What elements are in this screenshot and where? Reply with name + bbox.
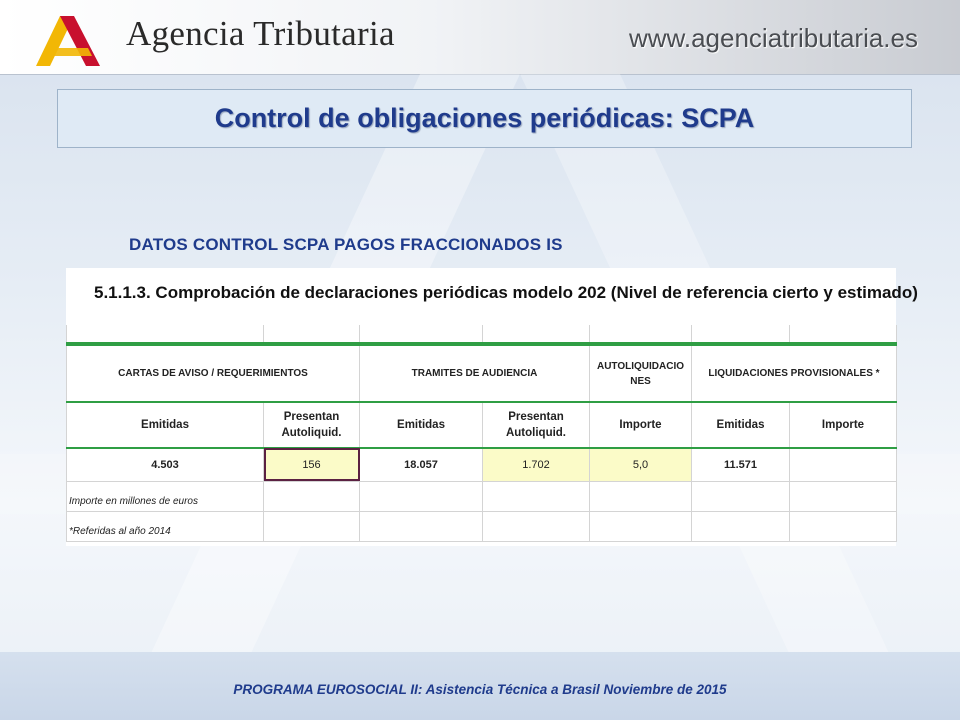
- group-header-liquidaciones: LIQUIDACIONES PROVISIONALES *: [692, 344, 897, 402]
- note-importe: Importe en millones de euros: [67, 481, 264, 511]
- column-header: Emitidas: [692, 402, 790, 448]
- group-header-cartas: CARTAS DE AVISO / REQUERIMIENTOS: [67, 344, 360, 402]
- table-spacer-row: [67, 325, 897, 344]
- cell-liquidaciones-importe[interactable]: [790, 448, 897, 481]
- group-header-row: [67, 344, 897, 402]
- agencia-tributaria-logo-icon: [30, 8, 102, 68]
- column-header: Importe: [590, 402, 692, 448]
- data-row: [67, 448, 897, 481]
- header-bar: [0, 0, 960, 75]
- site-url: www.agenciatributaria.es: [628, 23, 918, 53]
- note-row: [67, 481, 897, 511]
- cell-cartas-presentan[interactable]: 156: [264, 448, 360, 481]
- column-header: Presentan Autoliquid.: [264, 402, 360, 448]
- slide-title: Control de obligaciones periódicas: SCPA: [214, 103, 755, 133]
- group-header-autoliquidaciones: AUTOLIQUIDACIO NES: [590, 344, 692, 402]
- cell-cartas-emitidas[interactable]: 4.503: [67, 448, 264, 481]
- note-row: [67, 511, 897, 541]
- cell-autoliquidaciones-importe[interactable]: 5,0: [590, 448, 692, 481]
- column-header: Presentan Autoliquid.: [483, 402, 590, 448]
- cell-liquidaciones-emitidas[interactable]: 11.571: [692, 448, 790, 481]
- column-header-row: [67, 402, 897, 448]
- group-header-tramites: TRAMITES DE AUDIENCIA: [360, 344, 590, 402]
- column-header: Emitidas: [360, 402, 483, 448]
- footer-text: PROGRAMA EUROSOCIAL II: Asistencia Técnica a Brasil Noviembre de 2015: [233, 682, 727, 697]
- slide-subtitle: DATOS CONTROL SCPA PAGOS FRACCIONADOS IS: [129, 235, 563, 254]
- column-header: Emitidas: [67, 402, 264, 448]
- spreadsheet-excerpt: [66, 268, 918, 546]
- note-referidas: *Referidas al año 2014: [67, 511, 264, 541]
- column-header: Importe: [790, 402, 897, 448]
- sheet-title: 5.1.1.3. Comprobación de declaraciones periódicas modelo 202 (Nivel de referencia cierto y estimado): [94, 283, 918, 302]
- brand-name: Agencia Tributaria: [126, 14, 395, 53]
- cell-tramites-emitidas[interactable]: 18.057: [360, 448, 483, 481]
- cell-tramites-presentan[interactable]: 1.702: [483, 448, 590, 481]
- scpa-table: [66, 325, 897, 542]
- slide-title-box: [57, 89, 912, 148]
